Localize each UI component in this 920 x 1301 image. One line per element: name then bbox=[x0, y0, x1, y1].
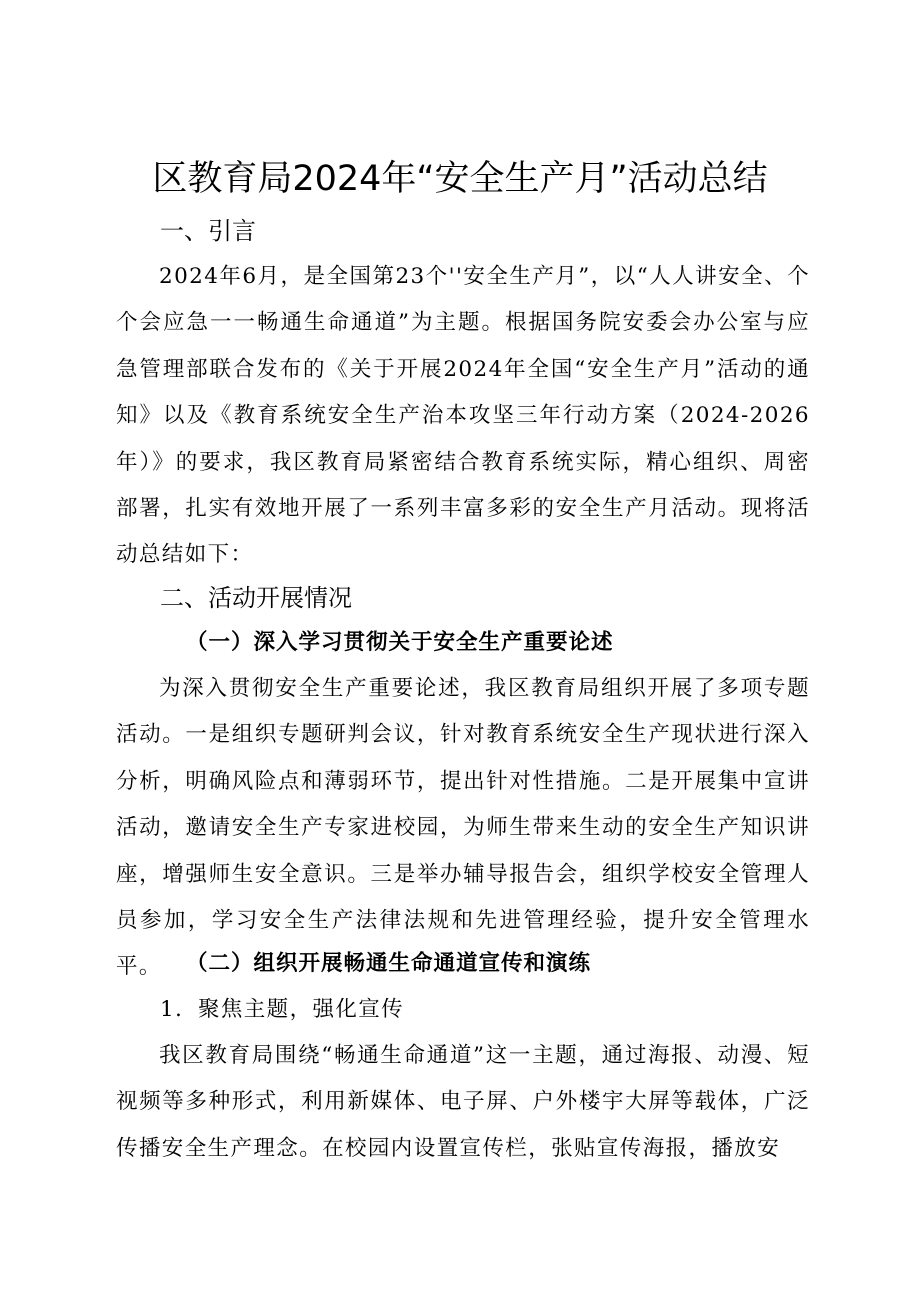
introduction-paragraph: 2024年6月，是全国第23个''安全生产月”，以“人人讲安全、个个会应急一一畅通生命通道”为主题。根据国务院安委会办公室与应急管理部联合发布的《关于开展2024年全国“安全生产月”活动的通知》以及《教育系统安全生产治本攻坚三年行动方案（2024-2026年）》的要求，我区教育局紧密结合教育系统实际，精心组织、周密部署，扎实有效地开展了一系列丰富多彩的安全生产月活动。现将活动总结如下： bbox=[116, 264, 810, 568]
list-item-label: 1．聚焦主题，强化宣传 bbox=[160, 997, 405, 1022]
section-heading-introduction: 一、引言 bbox=[160, 217, 256, 245]
section-heading-activities: 二、活动开展情况 bbox=[160, 584, 352, 612]
study-paragraph: 为深入贯彻安全生产重要论述，我区教育局组织开展了多项专题活动。一是组织专题研判会议，针对教育系统安全生产现状进行深入分析，明确风险点和薄弱环节，提出针对性措施。二是开展集中宣讲活动，邀请安全生产专家进校园，为师生带来生动的安全生产知识讲座，增强师生安全意识。三是举办辅导报告会，组织学校安全管理人员参加，学习安全生产法律法规和先进管理经验，提升安全管理水平。 bbox=[116, 676, 810, 980]
publicity-paragraph: 我区教育局围绕“畅通生命通道”这一主题，通过海报、动漫、短视频等多种形式，利用新媒体、电子屏、户外楼宇大屏等载体，广泛传播安全生产理念。在校园内设置宣传栏，张贴宣传海报，播放安 bbox=[116, 1043, 810, 1161]
subsection-heading-study: （一）深入学习贯彻关于安全生产重要论述 bbox=[186, 630, 614, 655]
subsection-heading-drill: （二）组织开展畅通生命通道宣传和演练 bbox=[186, 951, 592, 976]
document-title: 区教育局2024年“安全生产月”活动总结 bbox=[152, 159, 768, 199]
